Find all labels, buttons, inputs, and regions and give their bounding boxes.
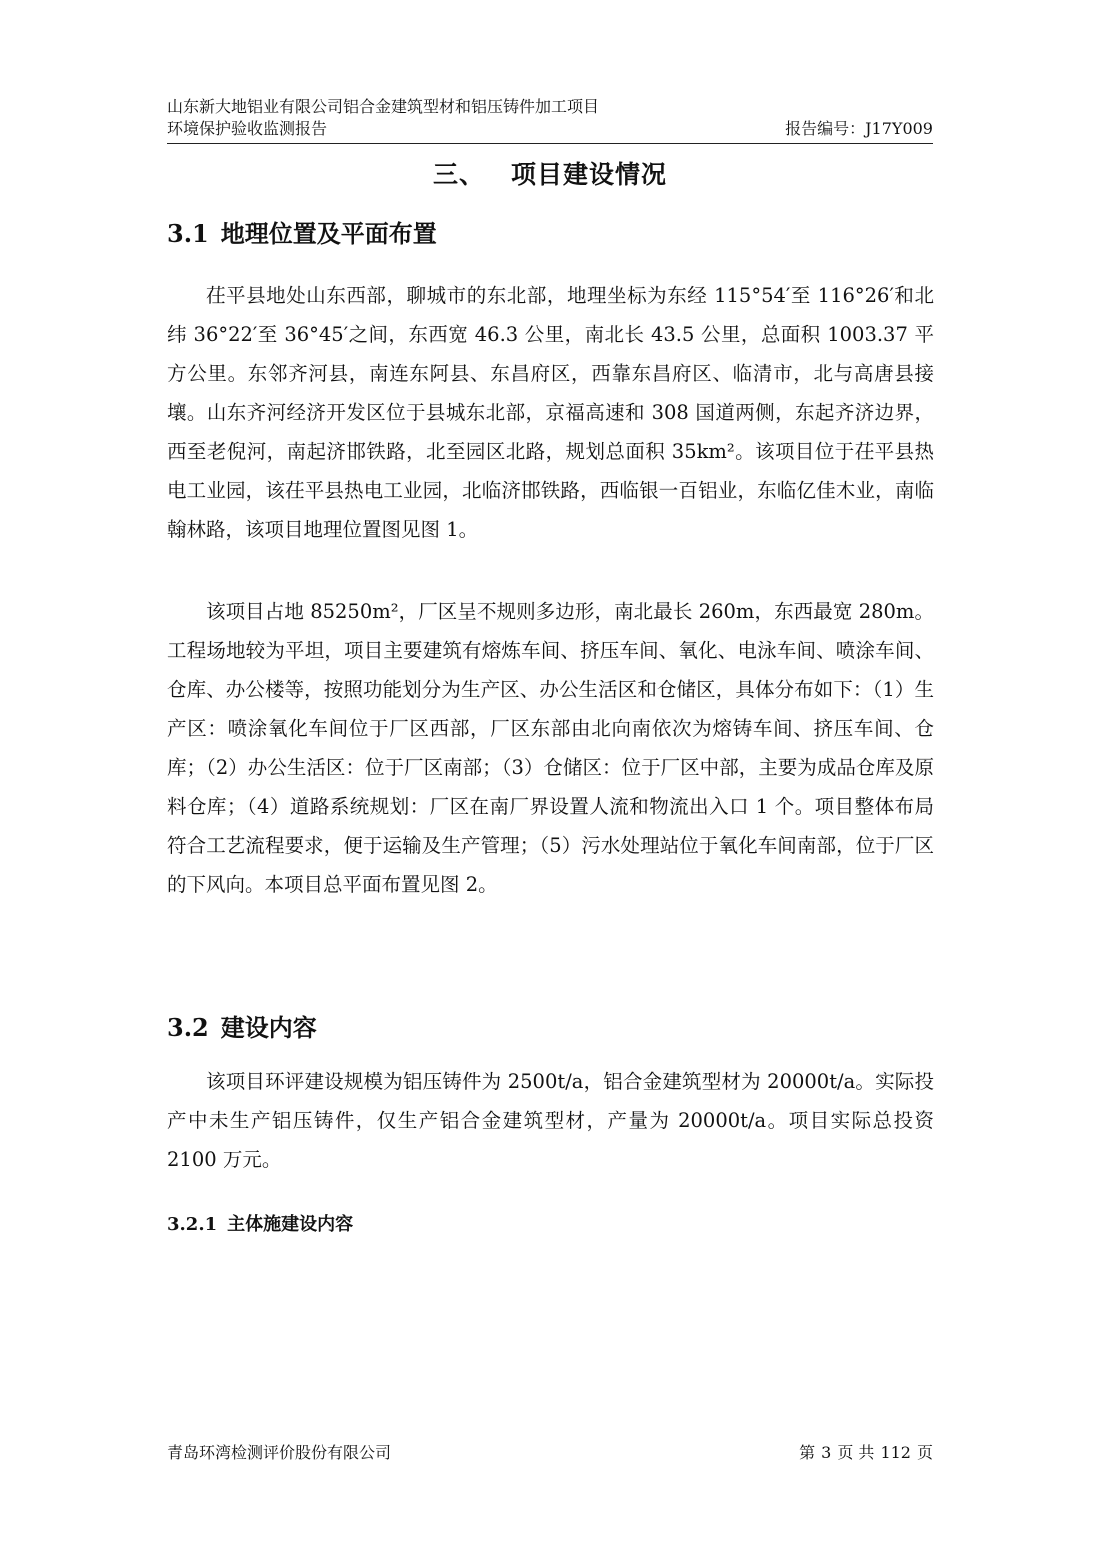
page-footer (167, 1440, 933, 1463)
paragraph-construction-content: 该项目环评建设规模为铝压铸件为 2500t/a，铝合金建筑型材为 20000t/a。实际投产中未生产铝压铸件，仅生产铝合金建筑型材，产量为 20000t/a。项目实际总投资 2100 万元。 (167, 1070, 934, 1171)
chapter-number: 三、 (432, 160, 485, 189)
header-divider (167, 143, 933, 144)
page-current: 3 (821, 1443, 832, 1462)
section-title-text: 地理位置及平面布置 (220, 219, 437, 248)
header-report-type: 环境保护验收监测报告 (167, 119, 328, 138)
page-number (799, 1440, 933, 1463)
header-project-title: 山东新大地铝业有限公司铝合金建筑型材和铝压铸件加工项目 (167, 97, 600, 116)
page-total: 112 (880, 1443, 911, 1462)
page-header (167, 96, 933, 140)
header-report-number: 报告编号：J17Y009 (785, 119, 933, 138)
subsection-title-text: 主体施建设内容 (227, 1214, 354, 1235)
paragraph-geography: 茌平县地处山东西部，聊城市的东北部，地理坐标为东经 115°54′至 116°26′和北纬 36°22′至 36°45′之间，东西宽 46.3 公里，南北长 43.5 公里，总面积 1003.37 平方公里。东邻齐河县，南连东阿县、东昌府区，西靠东昌府区、临清市，北与高唐县接壤。山东齐河经济开发区位于县城东北部，京福高速和 308 国道两侧，东起齐济边界，西至老倪河，南起济邯铁路，北至园区北路，规划总面积 35km²。该项目位于茌平县热电工业园，该茌平县热电工业园，北临济邯铁路，西临银一百铝业，东临亿佳木业，南临翰林路，该项目地理位置图见图 1。 (167, 284, 934, 541)
section-number: 3.1 (167, 219, 209, 248)
page-suffix: 页 (916, 1443, 933, 1462)
footer-company: 青岛环湾检测评价股份有限公司 (167, 1443, 392, 1462)
paragraph-layout: 该项目占地 85250m²，厂区呈不规则多边形，南北最长 260m，东西最宽 280m。工程场地较为平坦，项目主要建筑有熔炼车间、挤压车间、氧化、电泳车间、喷涂车间、仓库、办公楼等，按照功能划分为生产区、办公生活区和仓储区，具体分布如下：（1）生产区：喷涂氧化车间位于厂区西部，厂区东部由北向南依次为熔铸车间、挤压车间、仓库；（2）办公生活区：位于厂区南部；（3）仓储区：位于厂区中部，主要为成品仓库及原料仓库；（4）道路系统规划：厂区在南厂界设置人流和物流出入口 1 个。项目整体布局符合工艺流程要求，便于运输及生产管理；（5）污水处理站位于氧化车间南部，位于厂区的下风向。本项目总平面布置见图 2。 (167, 600, 934, 896)
chapter-title (0, 155, 1100, 191)
page-mid: 页 共 (837, 1443, 875, 1462)
chapter-title-text: 项目建设情况 (511, 160, 668, 189)
section-title-3-1 (167, 214, 437, 249)
page-prefix: 第 (799, 1443, 816, 1462)
section-title-text: 建设内容 (220, 1013, 317, 1042)
section-title-3-2 (167, 1008, 317, 1043)
subsection-number: 3.2.1 (167, 1214, 218, 1235)
subsection-title-3-2-1 (167, 1210, 353, 1236)
section-number: 3.2 (167, 1013, 209, 1042)
